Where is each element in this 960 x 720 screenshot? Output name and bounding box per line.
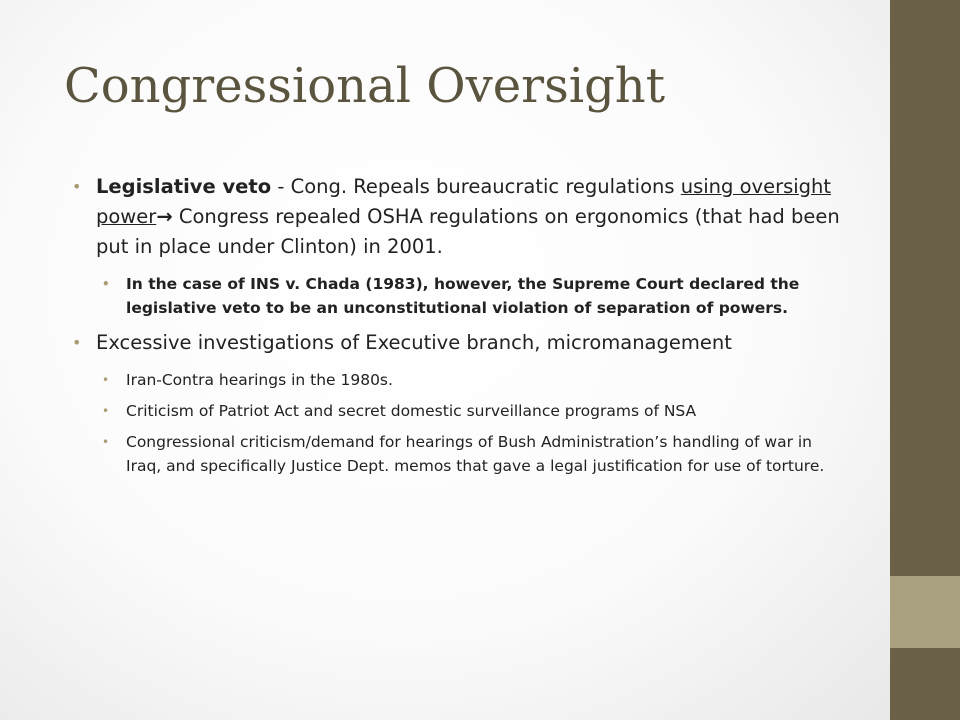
slide-content [72,172,852,486]
bullet-text: Excessive investigations of Executive branch, micromanagement [96,331,732,354]
subbullet-text: Iran-Contra hearings in the 1980s. [126,371,393,389]
bullet-marker: • [72,333,82,352]
subbullet-text: Criticism of Patriot Act and secret domestic surveillance programs of NSA [126,402,697,420]
decorative-sidebar [890,0,960,720]
bullet-excessive-investigations [72,328,852,358]
bullet-text-continued: Congress repealed OSHA regulations on ergonomics (that had been put in place under Clinton) in 2001. [96,205,840,258]
bullet-bold-lead: Legislative veto [96,175,272,198]
slide-title: Congressional Oversight [64,58,666,114]
sidebar-accent-band [890,576,960,648]
sidebar-dark-top [890,0,960,576]
subbullet-bush-administration [102,430,852,478]
subbullet-marker: • [102,373,110,387]
subbullet-patriot-act [102,399,852,423]
subbullet-ins-v-chada [102,272,852,320]
subbullet-text: Congressional criticism/demand for hearings of Bush Administration’s handling of war in Iraq, and specifically Justice Dept. memos that gave a legal justification for use of torture. [126,433,825,475]
bullet-group-2 [72,328,852,478]
subbullet-iran-contra [102,368,852,392]
subbullet-text: In the case of INS v. Chada (1983), however, the Supreme Court declared the legislative veto to be an unconstitutional violation of separation of powers. [126,275,800,317]
bullet-marker: • [72,177,82,196]
sidebar-dark-bottom [890,648,960,720]
subbullet-marker: • [102,435,110,449]
subbullet-marker: • [102,404,110,418]
bullet-text: - Cong. Repeals bureaucratic regulations [271,175,681,198]
arrow-icon: → [156,205,173,228]
bullet-group-1 [72,172,852,320]
subbullet-marker: • [102,277,110,291]
bullet-legislative-veto [72,172,852,262]
underlined-phrase: using oversight power [96,175,832,228]
